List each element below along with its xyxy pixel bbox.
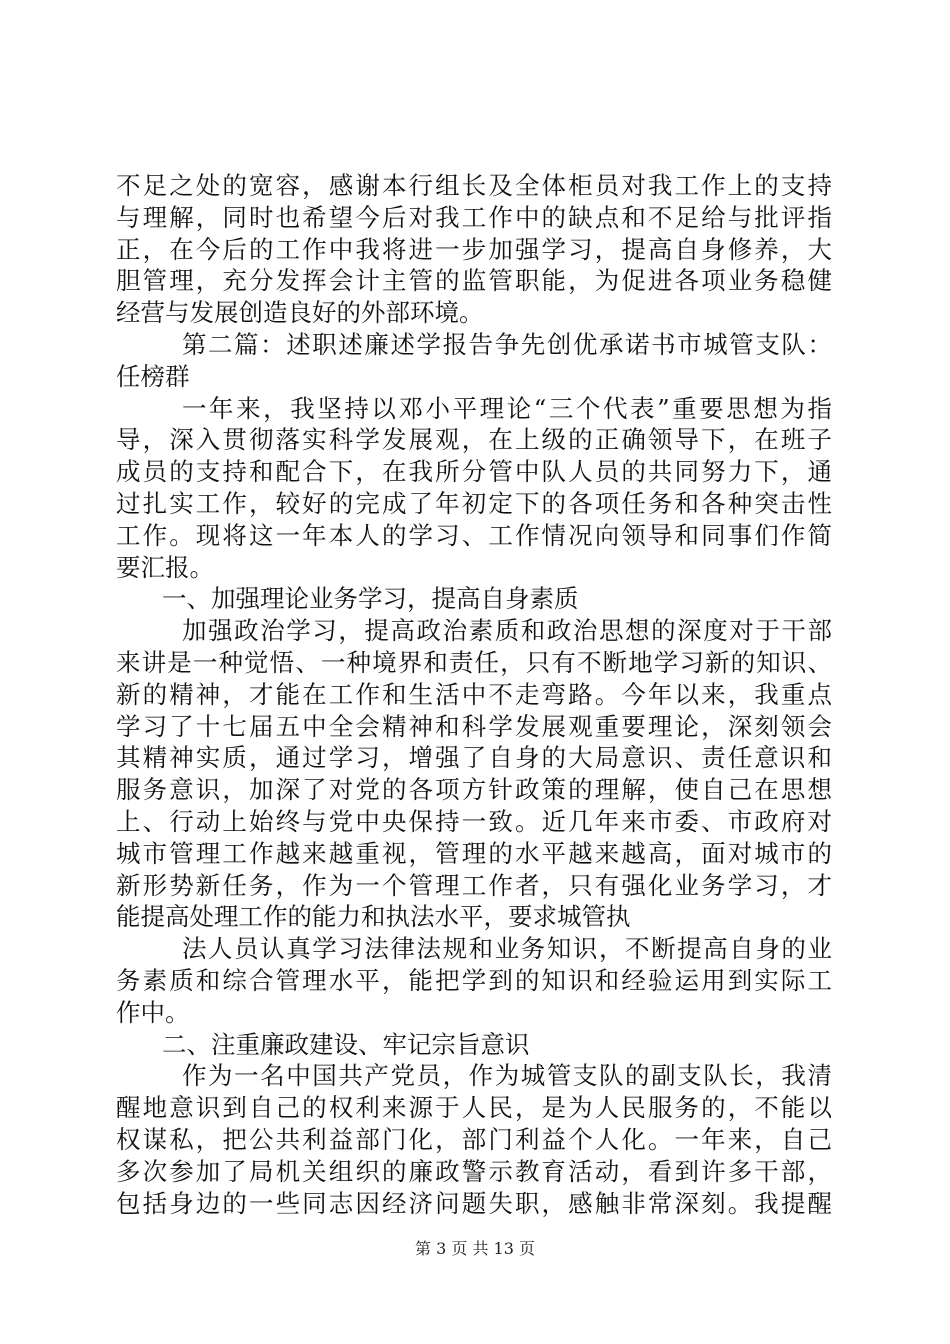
text-line: 工作。现将这一年本人的学习、工作情况向领导和同事们作简 xyxy=(116,520,832,550)
text-line: 加强政治学习，提高政治素质和政治思想的深度对于干部 xyxy=(182,616,832,646)
text-line: 一年来，我坚持以邓小平理论“三个代表”重要思想为指 xyxy=(182,393,832,423)
text-line: 上、行动上始终与党中央保持一致。近几年来市委、市政府对 xyxy=(116,806,832,836)
text-line: 包括身边的一些同志因经济问题失职，感触非常深刻。我提醒 xyxy=(116,1188,832,1218)
text-line: 作为一名中国共产党员，作为城管支队的副支队长，我清 xyxy=(182,1061,832,1091)
section-title-line: 任榜群 xyxy=(116,361,190,391)
text-line: 与理解，同时也希望今后对我工作中的缺点和不足给与批评指 xyxy=(116,202,832,232)
document-body xyxy=(116,170,832,1219)
text-line: 来讲是一种觉悟、一种境界和责任，只有不断地学习新的知识、 xyxy=(116,647,832,677)
text-line: 其精神实质，通过学习，增强了自身的大局意识、责任意识和 xyxy=(116,743,832,773)
text-line: 要汇报。 xyxy=(116,552,214,582)
text-line: 多次参加了局机关组织的廉政警示教育活动，看到许多干部， xyxy=(116,1156,832,1186)
text-line: 学习了十七届五中全会精神和科学发展观重要理论，深刻领会 xyxy=(116,711,832,741)
heading-line: 一、加强理论业务学习，提高自身素质 xyxy=(162,584,579,614)
text-line: 服务意识，加深了对党的各项方针政策的理解，使自己在思想 xyxy=(116,775,832,805)
text-line: 正，在今后的工作中我将进一步加强学习，提高自身修养，大 xyxy=(116,234,832,264)
text-line: 务素质和综合管理水平，能把学到的知识和经验运用到实际工 xyxy=(116,965,832,995)
text-line: 成员的支持和配合下，在我所分管中队人员的共同努力下，通 xyxy=(116,457,832,487)
text-line: 过扎实工作，较好的完成了年初定下的各项任务和各种突击性 xyxy=(116,488,832,518)
page-number-footer: 第 3 页 共 13 页 xyxy=(415,1239,535,1258)
text-line: 导，深入贯彻落实科学发展观，在上级的正确领导下，在班子 xyxy=(116,425,832,455)
text-line: 法人员认真学习法律法规和业务知识，不断提高自身的业 xyxy=(182,934,832,964)
text-line: 经营与发展创造良好的外部环境。 xyxy=(116,298,484,328)
text-line: 新的精神，才能在工作和生活中不走弯路。今年以来，我重点 xyxy=(116,679,832,709)
text-line: 新形势新任务，作为一个管理工作者，只有强化业务学习，才 xyxy=(116,870,832,900)
text-line: 作中。 xyxy=(116,997,190,1027)
text-line: 醒地意识到自己的权利来源于人民，是为人民服务的，不能以 xyxy=(116,1093,832,1123)
text-line: 城市管理工作越来越重视，管理的水平越来越高，面对城市的 xyxy=(116,838,832,868)
text-line: 能提高处理工作的能力和执法水平，要求城管执 xyxy=(116,902,631,932)
text-line: 权谋私，把公共利益部门化，部门利益个人化。一年来，自己 xyxy=(116,1124,832,1154)
text-line: 胆管理，充分发挥会计主管的监管职能，为促进各项业务稳健 xyxy=(116,266,832,296)
heading-line: 二、注重廉政建设、牢记宗旨意识 xyxy=(162,1029,530,1059)
text-line: 不足之处的宽容，感谢本行组长及全体柜员对我工作上的支持 xyxy=(116,171,832,200)
section-title-line: 第二篇：述职述廉述学报告争先创优承诺书市城管支队： xyxy=(182,329,832,359)
